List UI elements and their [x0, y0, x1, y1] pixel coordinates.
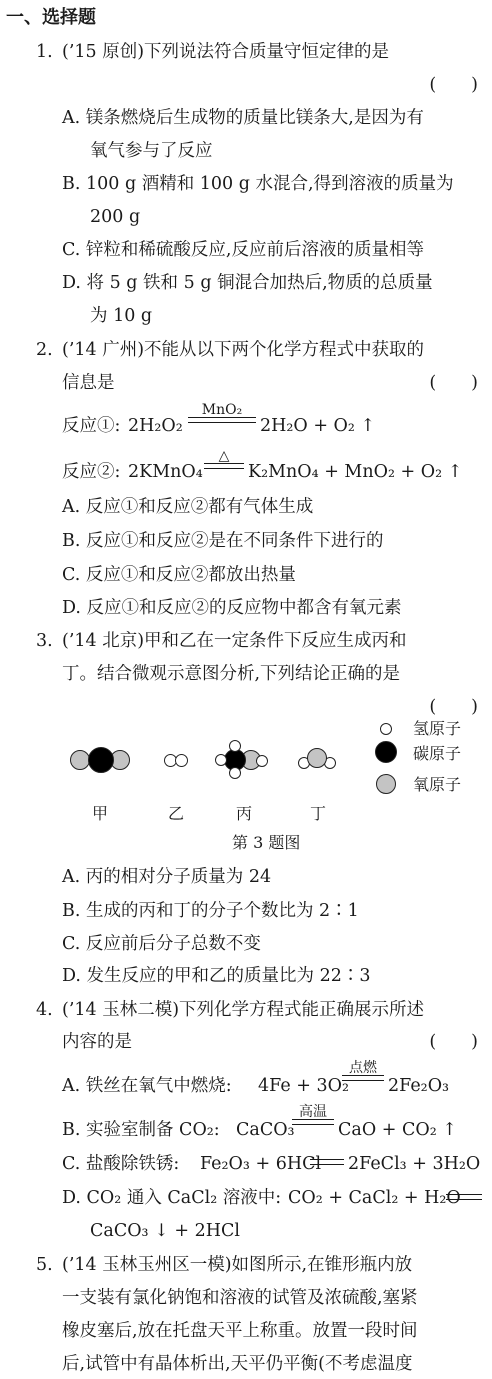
option-b-arrow	[292, 1105, 334, 1125]
figure-caption: 第 3 题图	[232, 833, 301, 852]
answer-bracket[interactable]: ( )	[429, 1032, 478, 1052]
question-stem: (’14 玉林玉州区一模)如图所示,在锥形瓶内放	[62, 1255, 413, 1275]
reaction-2-label: 反应②:	[62, 462, 121, 482]
question-stem-cont: 一支装有氯化钠饱和溶液的试管及浓硫酸,塞紧	[62, 1288, 418, 1308]
question-number: 3.	[36, 631, 53, 651]
option-b[interactable]: B. 100 g 酒精和 100 g 水混合,得到溶液的质量为	[62, 174, 454, 194]
question-stem-cont: 橡皮塞后,放在托盘天平上称重。放置一段时间	[62, 1321, 418, 1341]
molecule-label-yi: 乙	[168, 804, 185, 823]
option-b-condition: 高温	[299, 1104, 327, 1120]
answer-bracket[interactable]: ( )	[429, 75, 478, 95]
legend-carbon: 碳原子	[413, 744, 462, 763]
option-c-arrow	[310, 1159, 344, 1165]
reaction-1-left: 2H₂O₂	[128, 416, 183, 436]
option-a[interactable]: A. 反应①和反应②都有气体生成	[62, 497, 314, 517]
option-c-right: 2FeCl₃ + 3H₂O	[348, 1154, 481, 1174]
option-d[interactable]: D. CO₂ 通入 CaCl₂ 溶液中:	[62, 1188, 282, 1208]
question-stem: (’14 玉林二模)下列化学方程式能正确展示所述	[62, 1000, 425, 1020]
option-b[interactable]: B. 实验室制备 CO₂:	[62, 1120, 220, 1140]
option-c[interactable]: C. 盐酸除铁锈:	[62, 1154, 180, 1174]
option-a-left: 4Fe + 3O₂	[258, 1076, 349, 1096]
reaction-2-right: K₂MnO₄ + MnO₂ + O₂ ↑	[248, 462, 463, 482]
legend-hydrogen: 氢原子	[413, 719, 462, 738]
option-d[interactable]: D. 反应①和反应②的反应物中都含有氧元素	[62, 598, 402, 618]
question-stem-cont: 信息是	[62, 373, 115, 393]
question-number: 1.	[36, 42, 53, 62]
question-stem-cont: 后,试管中有晶体析出,天平仍平衡(不考虑温度	[62, 1354, 413, 1374]
question-stem-cont: 内容的是	[62, 1032, 132, 1052]
hydrogen-atom	[175, 754, 188, 767]
carbon-atom	[88, 747, 114, 773]
option-b-right: CaO + CO₂ ↑	[338, 1120, 457, 1140]
option-a[interactable]: A. 铁丝在氧气中燃烧:	[62, 1076, 232, 1096]
option-c[interactable]: C. 锌粒和稀硫酸反应,反应前后溶液的质量相等	[62, 240, 424, 260]
option-a[interactable]: A. 丙的相对分子质量为 24	[62, 867, 272, 887]
option-b-left: CaCO₃	[236, 1120, 295, 1140]
option-d-right: CaCO₃ ↓ + 2HCl	[90, 1221, 240, 1241]
reaction-2-left: 2KMnO₄	[128, 462, 203, 482]
carbon-legend-icon	[375, 741, 397, 763]
oxygen-atom	[70, 750, 90, 770]
reaction-1-right: 2H₂O + O₂ ↑	[260, 416, 376, 436]
option-b[interactable]: B. 反应①和反应②是在不同条件下进行的	[62, 531, 384, 551]
question-number: 4.	[36, 1000, 53, 1020]
option-d-left: CO₂ + CaCl₂ + H₂O	[288, 1188, 461, 1208]
molecule-label-ding: 丁	[310, 804, 327, 823]
molecule-label-bing: 丙	[236, 804, 253, 823]
hydrogen-atom	[229, 767, 241, 779]
oxygen-atom	[307, 748, 327, 768]
reaction-1-arrow	[188, 403, 256, 423]
option-a-arrow	[342, 1061, 384, 1081]
question-stem: (’15 原创)下列说法符合质量守恒定律的是	[62, 42, 390, 62]
hydrogen-atom	[229, 740, 241, 752]
answer-bracket[interactable]: ( )	[429, 697, 478, 717]
section-title: 一、选择题	[6, 7, 96, 28]
option-c-left: Fe₂O₃ + 6HCl	[200, 1154, 322, 1174]
option-b[interactable]: B. 生成的丙和丁的分子个数比为 2∶1	[62, 901, 359, 921]
question-number: 5.	[36, 1255, 53, 1275]
reaction-2-arrow	[204, 449, 244, 469]
option-d[interactable]: D. 发生反应的甲和乙的质量比为 22∶3	[62, 966, 371, 986]
question-number: 2.	[36, 340, 53, 360]
hydrogen-atom	[215, 754, 227, 766]
oxygen-legend-icon	[376, 774, 396, 794]
molecule-label-jia: 甲	[92, 804, 109, 823]
question-stem: (’14 广州)不能从以下两个化学方程式中获取的	[62, 340, 425, 360]
reaction-1-label: 反应①:	[62, 416, 121, 436]
legend-oxygen: 氧原子	[413, 775, 462, 794]
option-c[interactable]: C. 反应①和反应②都放出热量	[62, 565, 296, 585]
option-d-cont: 为 10 g	[90, 306, 153, 326]
option-d[interactable]: D. 将 5 g 铁和 5 g 铜混合加热后,物质的总质量	[62, 273, 433, 293]
reaction-1-condition: MnO₂	[201, 402, 243, 418]
option-c[interactable]: C. 反应前后分子总数不变	[62, 934, 261, 954]
hydrogen-atom	[256, 755, 268, 767]
option-b-cont: 200 g	[90, 207, 141, 227]
hydrogen-legend-icon	[380, 723, 392, 735]
option-a-cont: 氧气参与了反应	[90, 141, 213, 161]
question-stem: (’14 北京)甲和乙在一定条件下反应生成丙和	[62, 631, 407, 651]
option-a-right: 2Fe₂O₃	[388, 1076, 450, 1096]
option-a-condition: 点燃	[349, 1060, 377, 1076]
option-a[interactable]: A. 镁条燃烧后生成物的质量比镁条大,是因为有	[62, 108, 424, 128]
answer-bracket[interactable]: ( )	[429, 373, 478, 393]
reaction-2-condition: △	[218, 448, 230, 464]
question-stem-cont: 丁。结合微观示意图分析,下列结论正确的是	[62, 664, 401, 684]
option-d-arrow	[446, 1194, 482, 1200]
